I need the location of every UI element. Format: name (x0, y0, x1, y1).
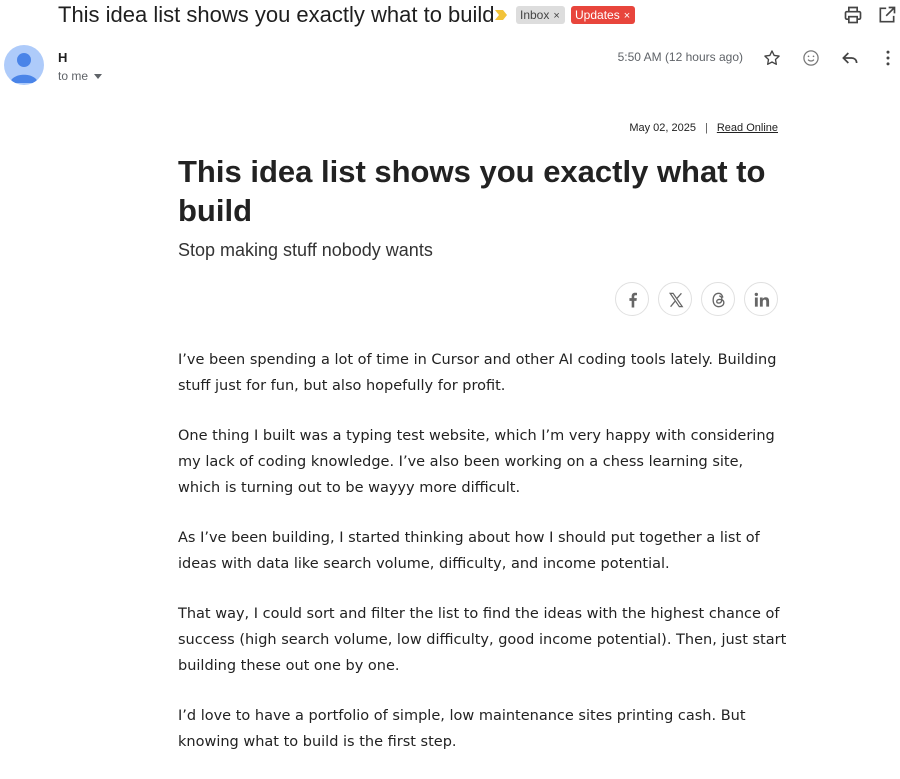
label-chip-name: Updates (575, 8, 620, 22)
open-in-new-window-icon[interactable] (877, 5, 897, 25)
remove-label-icon[interactable]: × (623, 10, 631, 22)
recipient-label: to me (58, 69, 89, 83)
importance-marker-icon[interactable] (494, 9, 508, 21)
remove-label-icon[interactable]: × (553, 10, 560, 22)
separator: | (704, 122, 708, 134)
avatar[interactable] (4, 45, 44, 85)
star-icon[interactable] (762, 48, 782, 68)
print-icon[interactable] (843, 5, 863, 25)
recipient-details[interactable] (58, 69, 102, 83)
body-paragraph: I’ve been spending a lot of time in Cursor and other AI coding tools lately. Building stuff just for fun, but also hopefully for profit. (178, 352, 777, 394)
publish-date: May 02, 2025 (629, 122, 696, 134)
body-paragraph: As I’ve been building, I started thinking about how I should put together a list of ideas with data like search volume, difficulty, and income potential. (178, 530, 760, 572)
email-subject: This idea list shows you exactly what to build (58, 2, 495, 27)
label-chip-updates (571, 6, 635, 24)
more-options-icon[interactable] (878, 48, 898, 68)
newsletter-title: This idea list shows you exactly what to build (178, 154, 766, 228)
linkedin-icon (752, 290, 772, 310)
body-paragraph: That way, I could sort and filter the list to find the ideas with the highest chance of success (high search volume, low difficulty, good income potential). Then, just start building these out one by one. (178, 606, 787, 674)
email-timestamp: 5:50 AM (12 hours ago) (617, 50, 743, 64)
share-linkedin-button[interactable] (744, 282, 778, 316)
share-facebook-button[interactable] (615, 282, 649, 316)
newsletter-date-line (629, 122, 778, 134)
newsletter-subtitle: Stop making stuff nobody wants (178, 240, 433, 260)
threads-icon (709, 290, 729, 310)
subject-bar (0, 0, 900, 32)
label-chip-inbox (516, 6, 565, 24)
newsletter-body (178, 347, 788, 779)
facebook-icon (623, 290, 643, 310)
body-paragraph: I’d love to have a portfolio of simple, low maintenance sites printing cash. But knowing what to build is the first step. (178, 708, 746, 750)
reply-icon[interactable] (840, 48, 860, 68)
x-icon (666, 290, 686, 310)
chevron-down-icon (94, 74, 102, 79)
label-chip-name: Inbox (520, 8, 550, 22)
read-online-link[interactable]: Read Online (716, 122, 778, 134)
share-threads-button[interactable] (701, 282, 735, 316)
body-paragraph: One thing I built was a typing test website, which I’m very happy with considering my lack of coding knowledge. I’ve also been working on a chess learning site, which is turning out to be wayyy more difficult. (178, 428, 775, 496)
emoji-reaction-icon[interactable] (801, 48, 821, 68)
share-x-button[interactable] (658, 282, 692, 316)
sender-name[interactable]: H (58, 50, 68, 65)
person-icon (4, 45, 44, 85)
